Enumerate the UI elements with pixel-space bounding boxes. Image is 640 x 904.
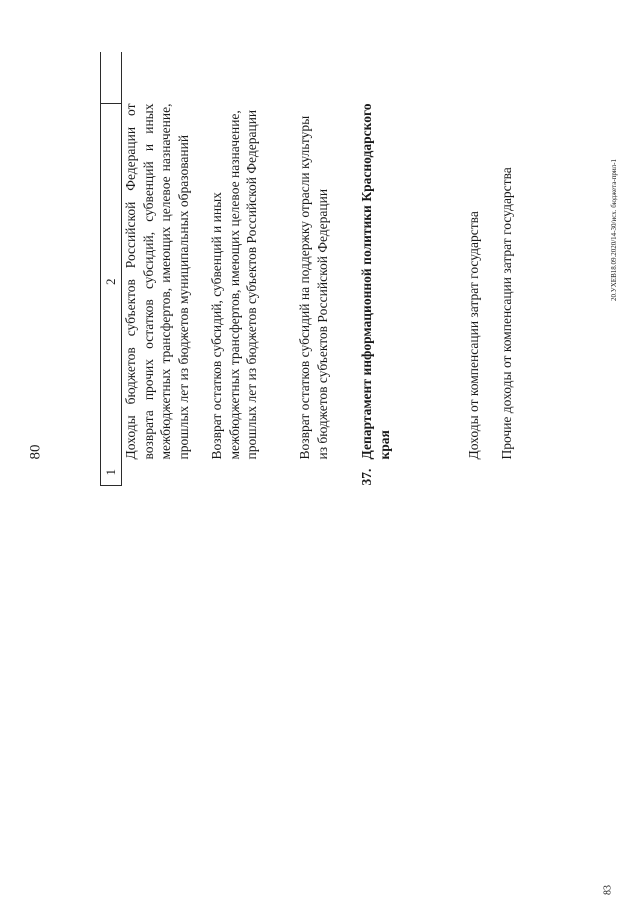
row-number: 37. bbox=[359, 468, 374, 486]
row-number bbox=[208, 460, 296, 486]
row-number bbox=[498, 460, 534, 486]
table-row bbox=[208, 52, 296, 486]
revenue-table bbox=[100, 52, 534, 486]
row-number bbox=[122, 460, 209, 486]
table-row bbox=[296, 52, 358, 486]
table-row bbox=[498, 52, 534, 486]
table-body bbox=[101, 52, 535, 486]
table-row bbox=[358, 52, 465, 486]
row-name: Доходы бюджетов субъектов Российской Федерации от возврата прочих остатков субсидий, субвенций и иных межбюджетных трансфертов, имеющих целевое назначение, прошлых лет из бюджетов муниципальных образований bbox=[123, 103, 191, 460]
footer-code: 20.УХЕВ18.09.2020/14-30/исх. бюджета-прил-1 bbox=[610, 159, 618, 301]
row-name: Департамент информационной политики Краснодарского края bbox=[359, 103, 392, 460]
row-number bbox=[296, 460, 358, 486]
header-col-2: 2 bbox=[101, 104, 122, 460]
table-row bbox=[122, 52, 209, 486]
table-header-row bbox=[101, 52, 122, 486]
row-admin-code bbox=[465, 52, 498, 104]
header-col-3 bbox=[101, 52, 122, 104]
row-name: Возврат остатков субсидий, субвенций и иных межбюджетных трансфертов, имеющих целевое назначение, прошлых лет из бюджетов субъектов Российской Федерации bbox=[209, 109, 260, 460]
header-col-1: 1 bbox=[101, 460, 122, 486]
row-admin-code bbox=[358, 52, 465, 104]
row-number bbox=[465, 460, 498, 486]
row-name: Возврат остатков субсидий на поддержку отрасли культуры из бюджетов субъектов Российской Федерации bbox=[297, 115, 330, 460]
row-name: Прочие доходы от компенсации затрат государства bbox=[499, 167, 514, 460]
page-number: 80 bbox=[27, 444, 44, 460]
row-admin-code bbox=[498, 52, 534, 104]
row-admin-code bbox=[122, 52, 209, 104]
table-box bbox=[100, 52, 534, 486]
row-admin-code bbox=[296, 52, 358, 104]
rotated-table-area bbox=[100, 52, 534, 841]
row-name: Доходы от компенсации затрат государства bbox=[466, 211, 481, 460]
corner-mark: 83 bbox=[602, 885, 614, 895]
row-admin-code bbox=[208, 52, 296, 104]
table-row bbox=[465, 52, 498, 486]
